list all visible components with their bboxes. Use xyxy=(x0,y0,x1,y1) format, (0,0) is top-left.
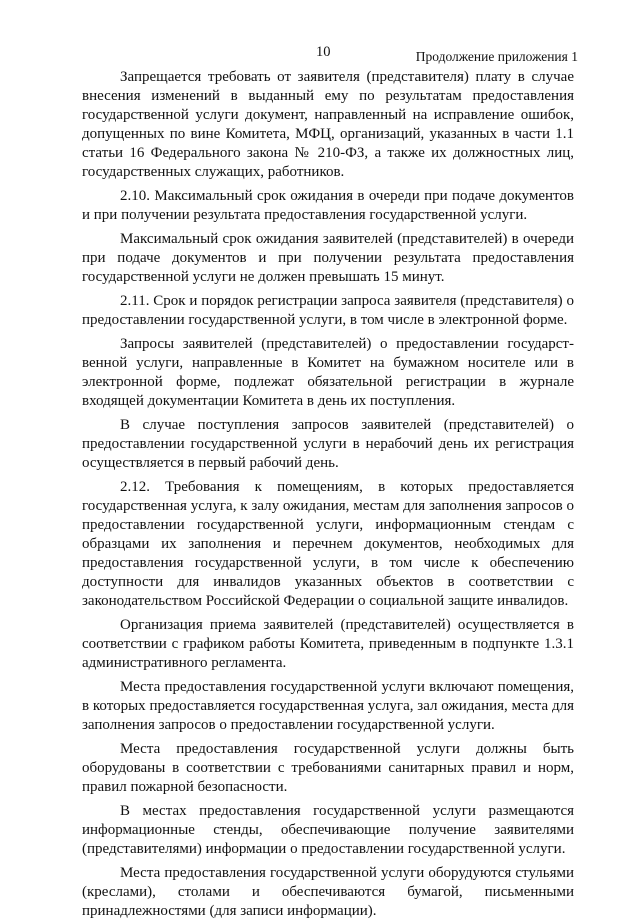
paragraph-sanitary-requirements: Места предоставления государственной услуги должны быть оборудованы в соответствии с требованиями санитарных правил и норм, правил пожарной безопасности. xyxy=(82,741,574,795)
paragraph-max-waiting-time: Максимальный срок ожидания заявителей (представителей) в очереди при подаче документов и при получении результата предоставления государственной услуги не должен превышать 15 минут. xyxy=(82,231,574,285)
paragraph-request-registration: Запросы заявителей (представителей) о предоставлении государственной услуги, направленные в Комитет на бумажном носителе или в электронной форме, подлежат обязательной регистрации в журнале входящей документации Комитета в день их поступления. xyxy=(82,336,574,409)
paragraph-section-2-11: 2.11. Срок и порядок регистрации запроса заявителя (представителя) о предоставлении государственной услуги, в том числе в электронной форме. xyxy=(82,293,574,328)
paragraph-service-premises: Места предоставления государственной услуги включают помещения, в которых предоставляется государственная услуга, зал ожидания, места для заполнения запросов о предоставлении государственной услуги. xyxy=(82,679,574,733)
paragraph-information-stands: В местах предоставления государственной услуги размещаются информационные стенды, обеспечивающие получение заявителями (представителями) информации о предоставлении государственной услуги. xyxy=(82,803,574,857)
paragraph-non-working-day: В случае поступления запросов заявителей (представителей) о предоставлении государственной услуги в нерабочий день их регистрация осуществляется в первый рабочий день. xyxy=(82,417,574,471)
paragraph-section-2-10: 2.10. Максимальный срок ожидания в очереди при подаче документов и при получении результата предоставления государственной услуги. xyxy=(82,188,574,223)
paragraph-reception-schedule: Организация приема заявителей (представителей) осуществляется в соответствии с графиком работы Комитета, приведенным в подпункте 1.3.1 административного регламента. xyxy=(82,617,574,671)
page-number: 10 xyxy=(316,44,331,60)
paragraph-furniture-supplies: Места предоставления государственной услуги оборудуются стульями (креслами), столами и обеспечиваются бумагой, письменными принадлежностями (для записи информации). xyxy=(82,865,574,919)
paragraph-section-2-12: 2.12. Требования к помещениям, в которых предоставляется государственная услуга, к залу ожидания, местам для заполнения запросов о предоставлении государственной услуги, информационным стендам с образцами их заполнения и перечнем документов, необходимых для предоставления государственной услуги, в том числе к обеспечению доступности для инвалидов указанных объектов в соответствии с законодательством Российской Федерации о социальной защите инвалидов. xyxy=(82,479,574,609)
appendix-continuation-note: Продолжение приложения 1 xyxy=(415,49,578,64)
document-body xyxy=(82,68,574,921)
paragraph-fee-prohibition: Запрещается требовать от заявителя (представителя) плату в случае внесения изменений в выданный ему по результатам предоставления государственной услуги документ, направленный на исправление ошибок, допущенных по вине Комитета, МФЦ, организаций, указанных в части 1.1 статьи 16 Федерального закона № 210-ФЗ, а также их должностных лиц, государственных служащих, работников. xyxy=(82,69,574,180)
